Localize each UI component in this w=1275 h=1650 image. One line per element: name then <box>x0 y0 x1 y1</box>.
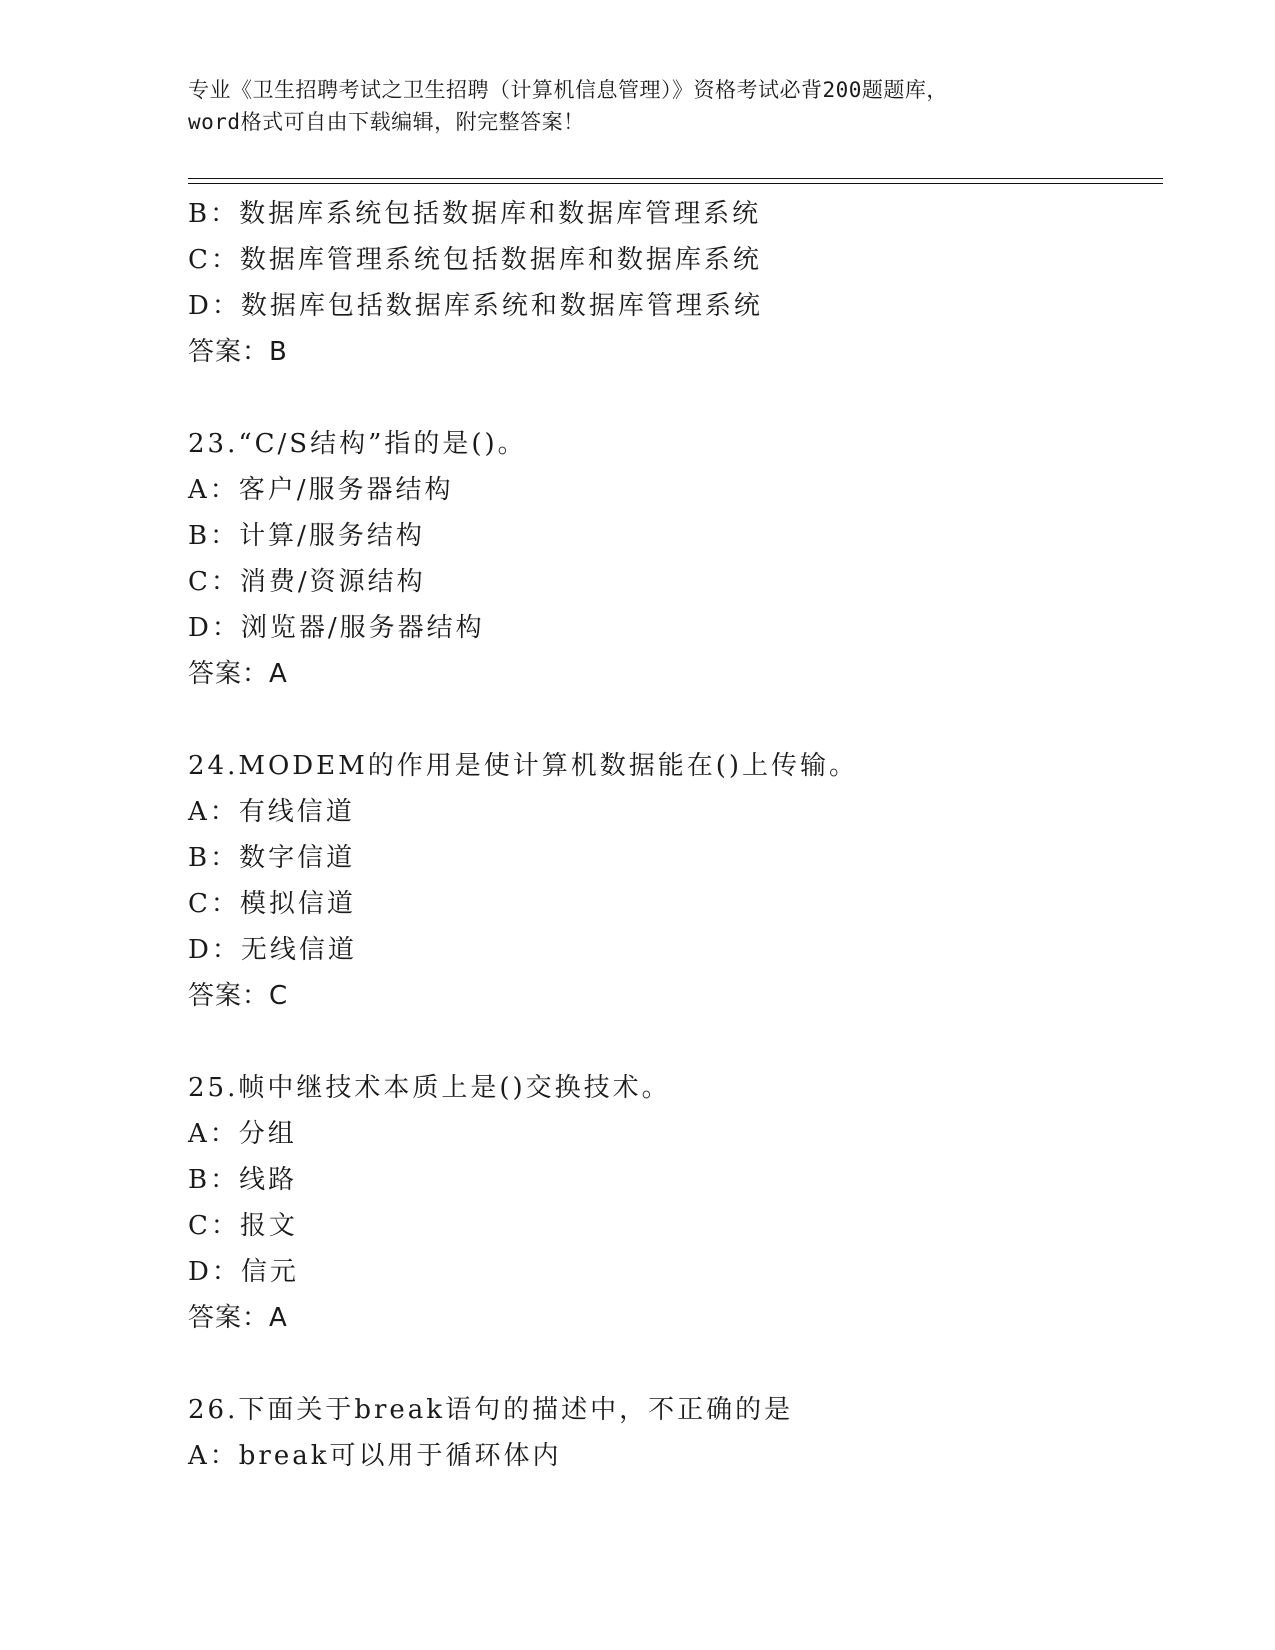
option-line: C：消费/资源结构 <box>188 567 426 597</box>
option-line: C：数据库管理系统包括数据库和数据库系统 <box>188 245 762 275</box>
option-line: A：break可以用于循环体内 <box>188 1441 562 1471</box>
question-text: 26.下面关于break语句的描述中，不正确的是 <box>188 1395 794 1425</box>
option-line: B：数据库系统包括数据库和数据库管理系统 <box>188 199 762 229</box>
option-line: A：分组 <box>188 1119 297 1149</box>
paragraph-gap <box>188 1019 1168 1065</box>
option-line: D：信元 <box>188 1257 299 1287</box>
option-line: A：有线信道 <box>188 797 355 827</box>
option-line: B：数字信道 <box>188 843 356 873</box>
paragraph-gap <box>188 375 1168 421</box>
header-divider-bottom <box>188 183 1163 184</box>
question-text: 25.帧中继技术本质上是()交换技术。 <box>188 1073 671 1103</box>
option-line: C：模拟信道 <box>188 889 356 919</box>
option-line: D：浏览器/服务器结构 <box>188 613 485 643</box>
option-line: C：报文 <box>188 1211 298 1241</box>
option-line: A：客户/服务器结构 <box>188 475 454 505</box>
header-divider-top <box>188 178 1163 179</box>
question-list <box>188 191 1168 1479</box>
option-line: D：无线信道 <box>188 935 357 965</box>
option-line: B：计算/服务结构 <box>188 521 425 551</box>
paragraph-gap <box>188 1341 1168 1387</box>
option-line: B：线路 <box>188 1165 298 1195</box>
document-header <box>188 74 1088 138</box>
answer-line: 答案：A <box>188 1303 288 1333</box>
answer-line: 答案：C <box>188 981 289 1011</box>
option-line: D：数据库包括数据库系统和数据库管理系统 <box>188 291 763 321</box>
answer-line: 答案：A <box>188 659 288 689</box>
paragraph-gap <box>188 697 1168 743</box>
question-text: 23.“C/S结构”指的是()。 <box>188 429 527 459</box>
question-text: 24.MODEM的作用是使计算机数据能在()上传输。 <box>188 751 859 781</box>
header-subtitle-line: word格式可自由下载编辑，附完整答案！ <box>188 110 585 134</box>
header-title-line: 专业《卫生招聘考试之卫生招聘（计算机信息管理）》资格考试必背200题题库， <box>188 78 948 102</box>
answer-line: 答案：B <box>188 337 288 367</box>
